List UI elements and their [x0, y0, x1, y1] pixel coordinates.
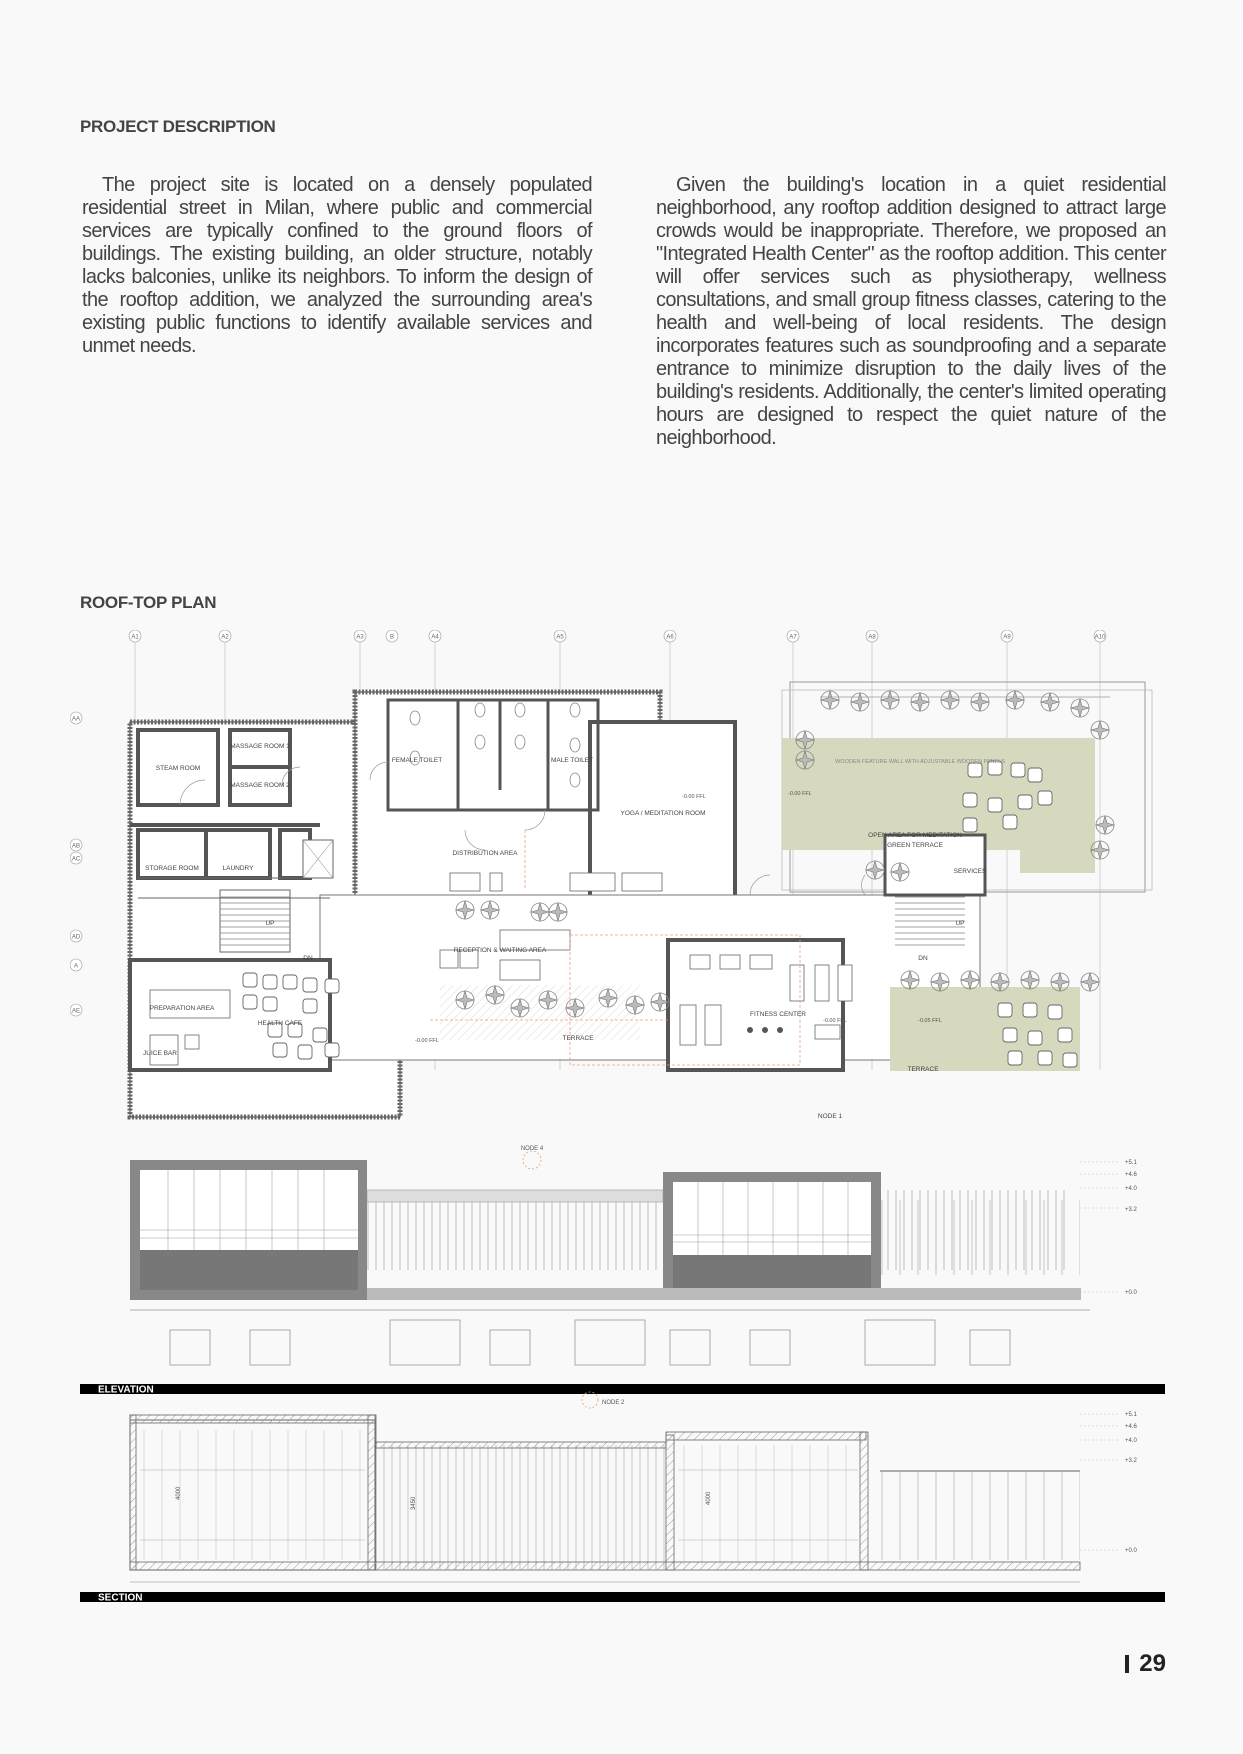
room-male-toilet: MALE TOILET	[550, 757, 594, 764]
grid-bubble-a8	[866, 630, 878, 642]
row-bubble-ad	[70, 930, 82, 942]
room-distribution: DISTRIBUTION AREA	[452, 850, 518, 857]
room-feature-wall: WOODEN FEATURE WALL WITH ADJUSTABLE WOODEN PANELS	[835, 759, 1005, 765]
room-preparation: PREPARATION AREA	[149, 1005, 215, 1012]
svg-text:A: A	[73, 963, 79, 970]
elevation-drawing	[80, 1146, 1165, 1396]
room-health-cafe: HEALTH CAFE	[257, 1020, 303, 1027]
svg-text:AB: AB	[71, 843, 81, 850]
section-drawing	[80, 1392, 1165, 1604]
page-number-text: 29	[1139, 1650, 1166, 1677]
elevation-label: ELEVATION	[98, 1384, 154, 1396]
room-steam: STEAM ROOM	[155, 765, 201, 772]
stair-up-1: UP	[265, 920, 275, 927]
grid-bubble-a1	[129, 630, 141, 642]
svg-text:-0.00 FFL: -0.00 FFL	[823, 1018, 847, 1024]
svg-text:-0.05 FFL: -0.05 FFL	[918, 1018, 942, 1024]
svg-text:+4.0: +4.0	[1125, 1186, 1137, 1192]
svg-text:A4: A4	[431, 634, 439, 641]
stair-dn-1: DN	[303, 955, 313, 962]
description-right-paragraph: Given the building's location in a quiet residential neighborhood, any rooftop addition designed to attract large crowds would be inappropriate. Therefore, we proposed an "Integrated Health Center" as the rooftop addition. This center will offer services such as physiotherapy, wellness consultations, and small group fitness classes, catering to the health and well-being of local residents. The design incorporates features such as soundproofing and a separate entrance to minimize disruption to the daily lives of the building's residents. Additionally, the center's limited operating hours are designed to respect the quiet nature of the neighborhood.	[656, 174, 1166, 449]
room-massage-2: MASSAGE ROOM 2	[230, 782, 290, 789]
svg-text:+4.6: +4.6	[1125, 1424, 1137, 1430]
svg-text:-0.00 FFL: -0.00 FFL	[682, 794, 706, 800]
row-bubble-aa	[70, 712, 82, 724]
svg-text:+5.1: +5.1	[1125, 1412, 1137, 1418]
svg-text:A10: A10	[1094, 634, 1106, 641]
svg-text:+3.2: +3.2	[1125, 1207, 1137, 1213]
grid-bubble-a5	[554, 630, 566, 642]
description-left-paragraph: The project site is located on a densely populated residential street in Milan, where public and commercial services are typically confined to the ground floors of buildings. The existing building, an older structure, notably lacks balconies, unlike its neighbors. To inform the design of the rooftop addition, we analyzed the surrounding area's existing public functions to identify available services and unmet needs.	[82, 174, 592, 357]
svg-text:4000: 4000	[706, 1491, 712, 1505]
svg-text:-0.00 FFL: -0.00 FFL	[415, 1038, 439, 1044]
row-bubble-a	[70, 959, 82, 971]
room-reception: RECEPTION & WAITING AREA	[453, 947, 547, 954]
room-female-toilet: FEMALE TOILET	[391, 757, 443, 764]
stair-dn-2: DN	[918, 955, 928, 962]
architectural-drawings	[70, 630, 1170, 1660]
room-massage-1: MASSAGE ROOM 1	[230, 743, 290, 750]
grid-bubble-a9	[1001, 630, 1013, 642]
svg-text:A8: A8	[868, 634, 876, 641]
row-bubble-ae	[70, 1004, 82, 1016]
svg-text:AA: AA	[71, 716, 81, 723]
svg-text:B: B	[389, 634, 395, 641]
svg-text:AC: AC	[71, 856, 81, 863]
grid-bubble-a3	[354, 630, 366, 642]
grid-bubble-a4	[429, 630, 441, 642]
svg-text:A7: A7	[789, 634, 797, 641]
room-green-terrace: GREEN TERRACE	[887, 842, 943, 849]
svg-text:A9: A9	[1003, 634, 1011, 641]
row-bubble-ab	[70, 839, 82, 851]
room-open-area: OPEN AREA FOR MEDITATION	[868, 832, 962, 839]
svg-text:+3.2: +3.2	[1125, 1458, 1137, 1464]
node-1-label: NODE 1	[817, 1113, 843, 1120]
elevation-levels	[1125, 1160, 1138, 1296]
project-description-heading: PROJECT DESCRIPTION	[80, 117, 276, 136]
svg-text:A3: A3	[356, 634, 364, 641]
svg-text:AE: AE	[71, 1008, 81, 1015]
svg-text:A5: A5	[556, 634, 564, 641]
section-levels	[1125, 1412, 1138, 1554]
svg-text:AD: AD	[71, 934, 81, 941]
svg-text:A2: A2	[221, 634, 229, 641]
svg-text:A1: A1	[131, 634, 139, 641]
section-node-label: NODE 2	[602, 1400, 625, 1406]
page-number	[1125, 1650, 1166, 1678]
room-yoga: YOGA / MEDITATION ROOM	[620, 810, 706, 817]
room-services: SERVICES	[953, 868, 987, 875]
room-juice-bar: JUICE BAR	[143, 1050, 177, 1057]
svg-text:+0.0: +0.0	[1125, 1290, 1137, 1296]
svg-text:3450: 3450	[411, 1496, 417, 1510]
room-terrace-1: TERRACE	[562, 1035, 594, 1042]
row-bubble-ac	[70, 852, 82, 864]
svg-text:+5.1: +5.1	[1125, 1160, 1137, 1166]
rooftop-plan-heading: ROOF-TOP PLAN	[80, 593, 217, 612]
svg-text:+4.6: +4.6	[1125, 1172, 1137, 1178]
grid-bubble-a2	[219, 630, 231, 642]
room-fitness: FITNESS CENTER	[750, 1011, 806, 1018]
svg-text:+0.0: +0.0	[1125, 1548, 1137, 1554]
room-terrace-2: TERRACE	[907, 1066, 939, 1073]
grid-bubble-a6	[664, 630, 676, 642]
elevation-node-label: NODE 4	[520, 1146, 544, 1152]
grid-bubble-a7	[787, 630, 799, 642]
room-storage: STORAGE ROOM	[145, 865, 199, 872]
svg-text:+4.0: +4.0	[1125, 1438, 1137, 1444]
grid-bubble-b	[386, 630, 398, 642]
svg-text:-0.00 FFL: -0.00 FFL	[788, 791, 812, 797]
svg-text:A6: A6	[666, 634, 674, 641]
grid-bubble-a10	[1094, 630, 1106, 642]
room-laundry: LAUNDRY	[222, 865, 254, 872]
svg-text:4000: 4000	[176, 1486, 182, 1500]
page-number-bar	[1125, 1655, 1129, 1673]
stair-up-2: UP	[955, 920, 965, 927]
section-label: SECTION	[98, 1592, 143, 1604]
